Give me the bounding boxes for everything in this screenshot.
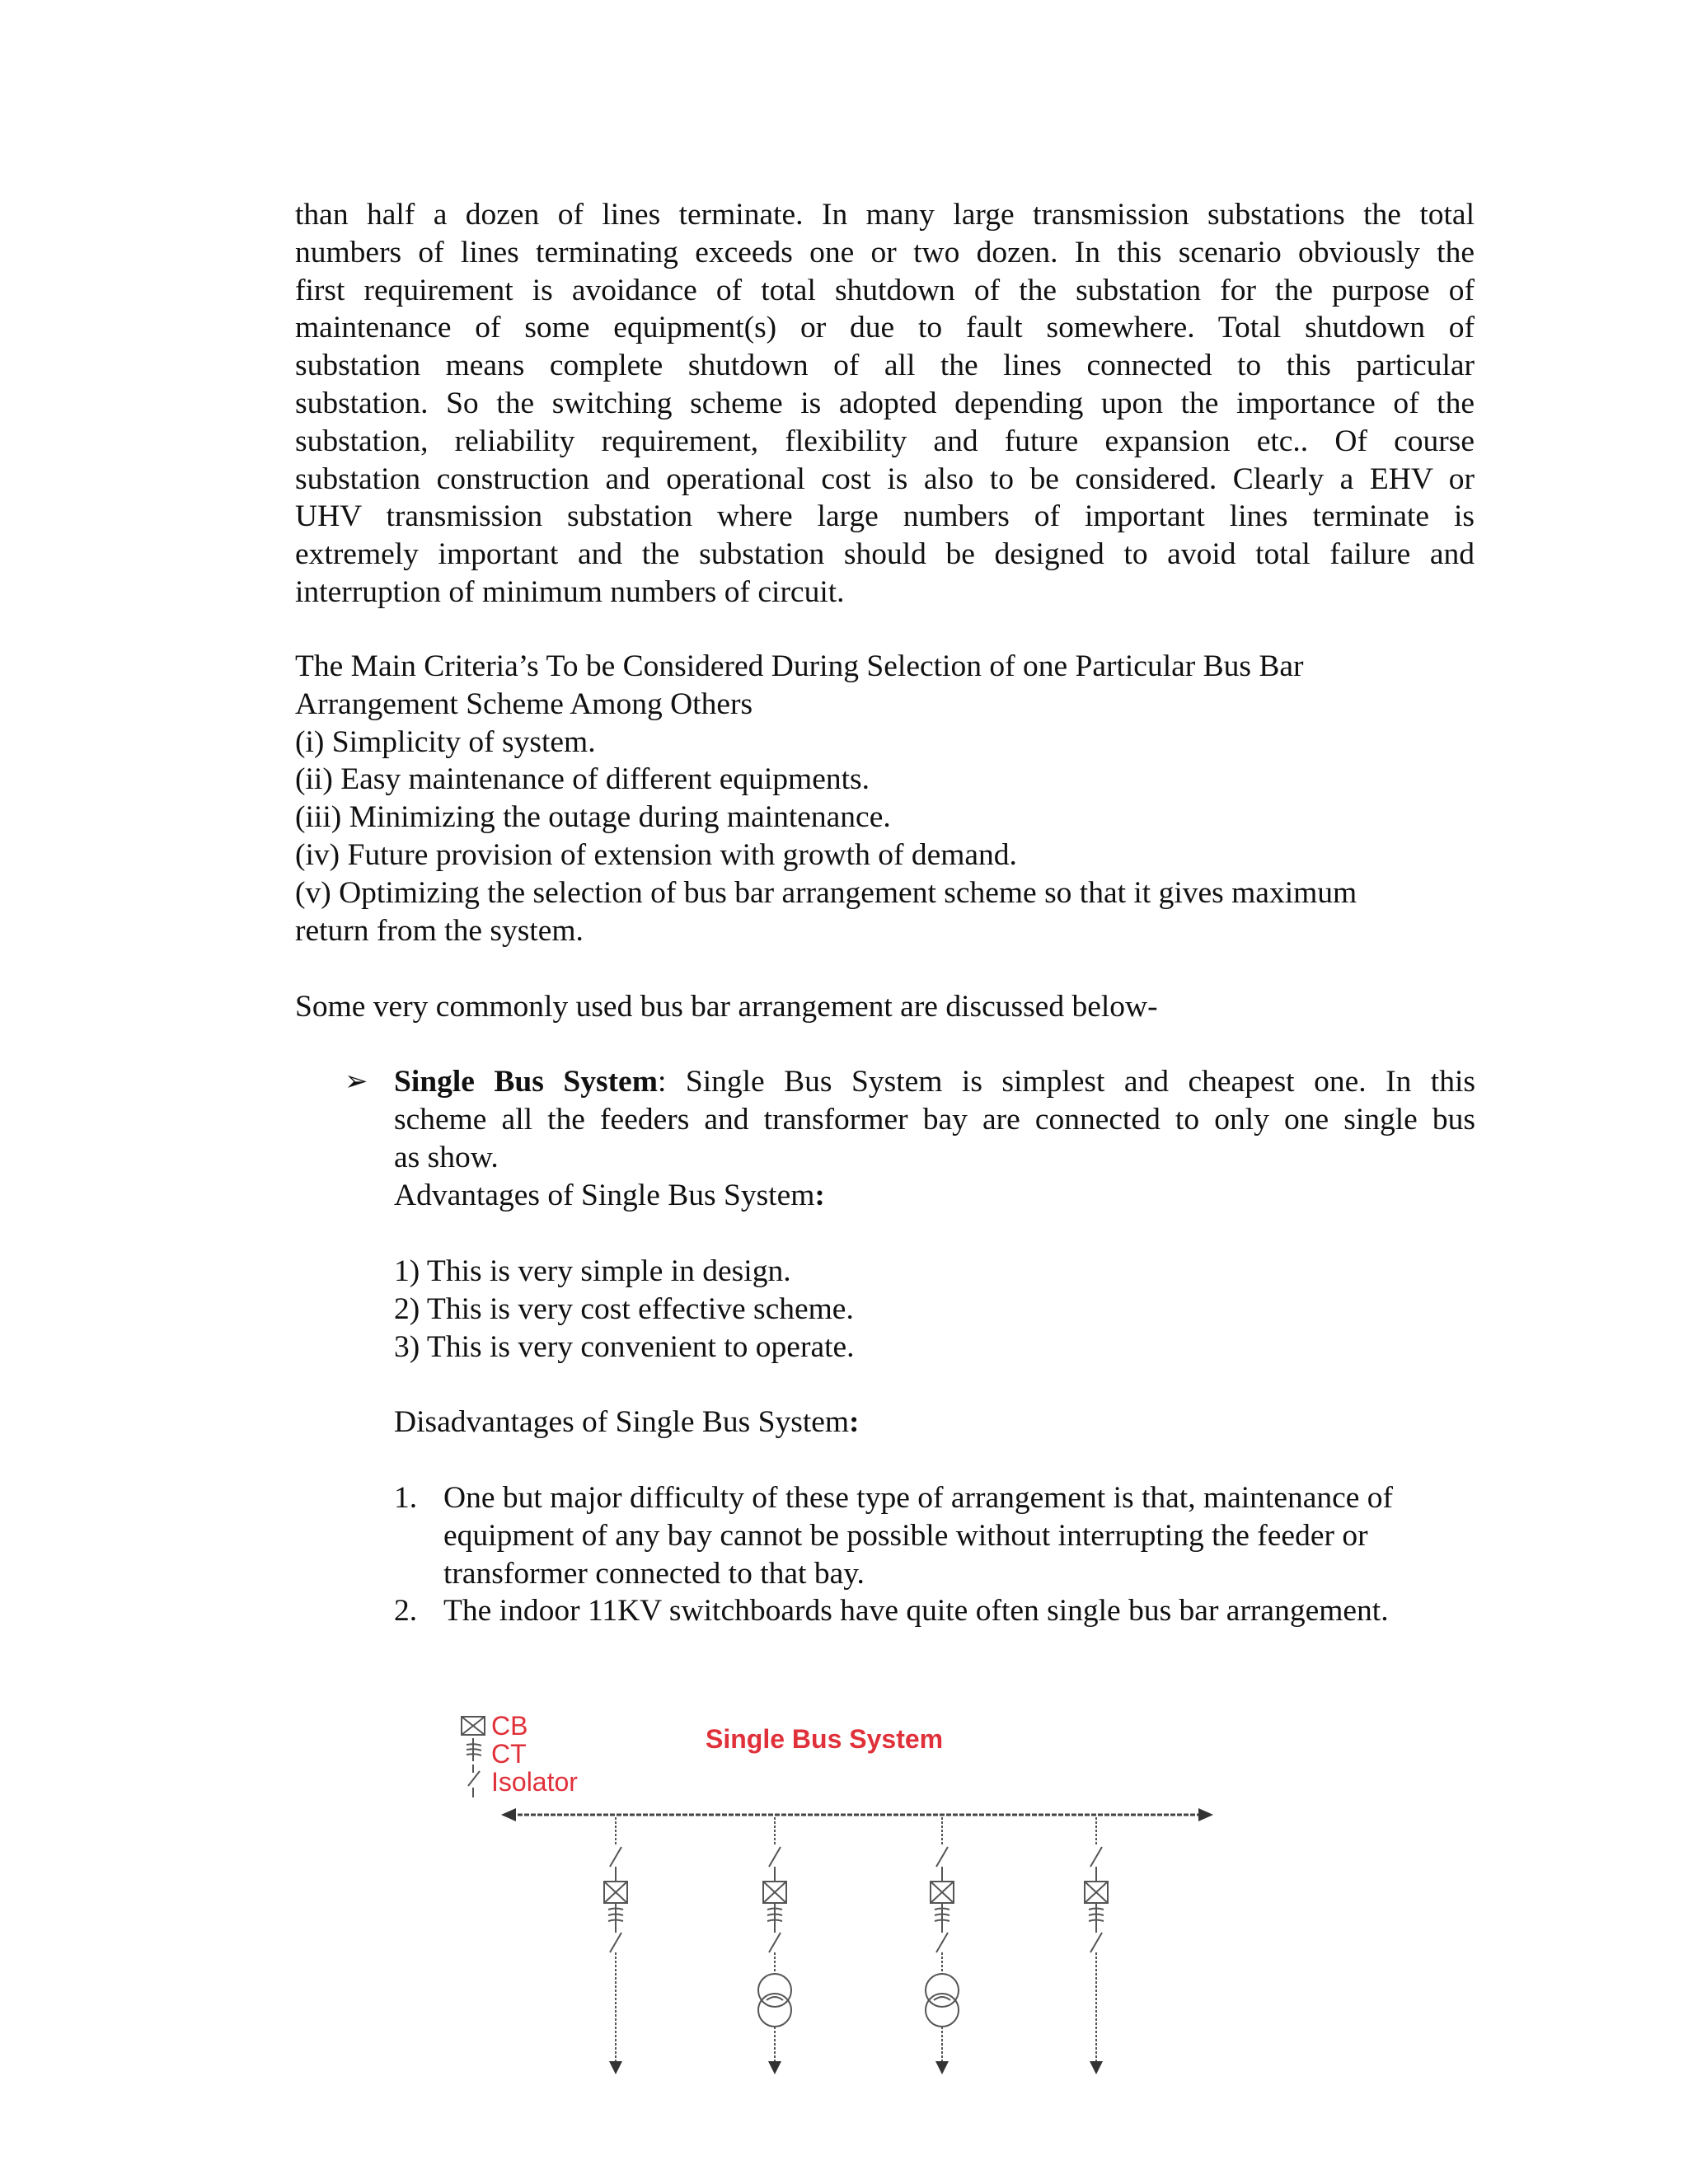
- disadvantage-line: transformer connected to that bay.: [443, 1556, 865, 1591]
- bays-group: [604, 1817, 1108, 2074]
- intro-line: extremely important and the substation should be designed to avoid total failure and: [295, 537, 1475, 572]
- figure-title: Single Bus System: [706, 1724, 944, 1754]
- legend-ct: CT: [491, 1739, 527, 1769]
- bay-4: [1085, 1817, 1108, 2074]
- bay-1: [604, 1817, 627, 2074]
- intro-line: first requirement is avoidance of total shutdown of the substation for the purpose of: [295, 273, 1475, 307]
- bay-3: [926, 1817, 959, 2074]
- disadvantage-number: 2.: [394, 1594, 418, 1629]
- transformer-icon: [758, 1974, 791, 2007]
- intro-line: substation construction and operational cost is also to be considered. Clearly a EHV or: [295, 462, 1475, 496]
- bus-bar: [501, 1808, 1213, 1821]
- single-bus-line: [394, 1063, 1475, 1101]
- single-bus-diagram: [445, 1702, 1236, 2184]
- isolator-icon: [1090, 1847, 1102, 1867]
- transformer-icon: [758, 1994, 791, 2027]
- isolator-icon: [610, 1847, 621, 1867]
- transformer-icon: [926, 1974, 959, 2007]
- advantage-item: 2) This is very cost effective scheme.: [394, 1291, 854, 1326]
- intro-line: substation, reliability requirement, flexibility and future expansion etc.. Of course: [295, 424, 1475, 458]
- intro-paragraph: [295, 196, 1475, 612]
- legend-isolator: Isolator: [491, 1767, 578, 1797]
- isolator-legend-icon: [468, 1765, 480, 1797]
- cb-legend-icon: [462, 1717, 485, 1735]
- common-arrangements-text: Some very commonly used bus bar arrangement are discussed below-: [295, 990, 1158, 1024]
- intro-line: interruption of minimum numbers of circuit.: [295, 574, 845, 609]
- criteria-item: (ii) Easy maintenance of different equipments.: [295, 762, 870, 797]
- intro-line: substation. So the switching scheme is adopted depending upon the importance of the: [295, 386, 1475, 420]
- intro-line: UHV transmission substation where large numbers of important lines terminate is: [295, 499, 1475, 534]
- disadvantage-item: [394, 1592, 1482, 1630]
- isolator-icon: [936, 1933, 948, 1952]
- ct-legend-icon: [467, 1738, 481, 1761]
- criteria-item: return from the system.: [295, 913, 584, 948]
- feeder-arrow-icon: [768, 2061, 781, 2074]
- disadvantage-number: 1.: [394, 1481, 418, 1515]
- advantages-heading: [394, 1177, 825, 1215]
- transformer-icon: [767, 1997, 783, 2000]
- arrow-bullet-icon: ➢: [345, 1065, 368, 1098]
- disadvantage-item: [394, 1479, 1482, 1592]
- disadvantage-line: The indoor 11KV switchboards have quite often single bus bar arrangement.: [443, 1594, 1389, 1629]
- single-bus-line: scheme all the feeders and transformer bay are connected to only one single bus: [394, 1102, 1475, 1137]
- disadvantages-heading: [394, 1404, 860, 1441]
- advantages-heading-text: Advantages of Single Bus System: [394, 1179, 815, 1212]
- intro-line: substation means complete shutdown of all the lines connected to this particular: [295, 349, 1475, 383]
- isolator-icon: [936, 1847, 948, 1867]
- criteria-item: (iv) Future provision of extension with growth of demand.: [295, 837, 1017, 872]
- transformer-icon: [926, 1994, 959, 2027]
- advantages-list: [394, 1253, 855, 1366]
- single-bus-term: Single Bus System: [394, 1065, 658, 1099]
- advantages-colon: :: [814, 1179, 825, 1212]
- bay-2: [758, 1817, 791, 2074]
- criteria-item: (i) Simplicity of system.: [295, 724, 596, 759]
- isolator-icon: [769, 1933, 781, 1952]
- advantage-item: 3) This is very convenient to operate.: [394, 1329, 855, 1364]
- isolator-icon: [1090, 1933, 1102, 1952]
- intro-line: numbers of lines terminating exceeds one or two dozen. In this scenario obviously the: [295, 235, 1475, 269]
- disadvantages-heading-text: Disadvantages of Single Bus System: [394, 1405, 850, 1439]
- transformer-icon: [934, 1997, 950, 2000]
- criteria-item: (iii) Minimizing the outage during maintenance.: [295, 800, 891, 835]
- disadvantage-line: One but major difficulty of these type of arrangement is that, maintenance of: [443, 1481, 1394, 1515]
- isolator-icon: [610, 1933, 621, 1952]
- advantage-item: 1) This is very simple in design.: [394, 1254, 791, 1288]
- criteria-heading: Arrangement Scheme Among Others: [295, 687, 753, 721]
- single-bus-bullet: [345, 1063, 1475, 1176]
- disadvantages-colon: :: [849, 1405, 860, 1439]
- single-bus-line: as show.: [394, 1140, 499, 1174]
- criteria-section: [295, 648, 1475, 949]
- disadvantage-line: equipment of any bay cannot be possible without interrupting the feeder or: [443, 1518, 1368, 1553]
- disadvantages-list: [394, 1479, 1482, 1630]
- criteria-heading: The Main Criteria’s To be Considered During Selection of one Particular Bus Bar: [295, 649, 1304, 683]
- isolator-icon: [769, 1847, 781, 1867]
- single-bus-line1-rest: : Single Bus System is simplest and cheapest one. In this: [657, 1065, 1475, 1099]
- intro-line: maintenance of some equipment(s) or due to fault somewhere. Total shutdown of: [295, 311, 1475, 345]
- feeder-arrow-icon: [935, 2061, 949, 2074]
- criteria-item: (v) Optimizing the selection of bus bar arrangement scheme so that it gives maximum: [295, 875, 1357, 910]
- feeder-arrow-icon: [1090, 2061, 1103, 2074]
- feeder-arrow-icon: [609, 2061, 622, 2074]
- intro-line: than half a dozen of lines terminate. In many large transmission substations the total: [295, 198, 1475, 232]
- legend-cb: CB: [491, 1711, 528, 1741]
